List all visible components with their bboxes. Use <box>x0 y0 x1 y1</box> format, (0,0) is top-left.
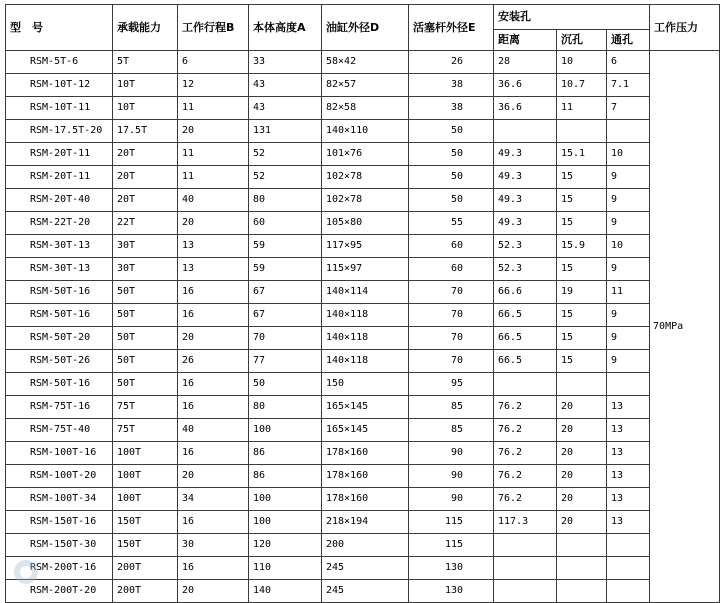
cell-model: RSM-22T-20 <box>6 212 113 235</box>
table-row <box>6 557 720 580</box>
cell-stroke: 16 <box>178 396 249 419</box>
cell-body-height: 60 <box>249 212 322 235</box>
cell-stroke: 11 <box>178 166 249 189</box>
cell-stroke: 30 <box>178 534 249 557</box>
cell-capacity: 200T <box>113 557 178 580</box>
cell-body-height: 80 <box>249 396 322 419</box>
header-cylinder-od: 油缸外径D <box>322 5 409 51</box>
header-pressure: 工作压力 <box>650 5 720 51</box>
cell-distance: 76.2 <box>494 488 557 511</box>
cell-rod-od: 70 <box>409 304 494 327</box>
cell-cylinder-od: 140×110 <box>322 120 409 143</box>
cell-counterbore <box>557 557 607 580</box>
cell-rod-od: 90 <box>409 488 494 511</box>
cell-distance: 52.3 <box>494 235 557 258</box>
cell-counterbore: 15 <box>557 189 607 212</box>
cell-distance: 76.2 <box>494 396 557 419</box>
cell-body-height: 43 <box>249 74 322 97</box>
header-model: 型 号 <box>6 5 113 51</box>
cell-cylinder-od: 165×145 <box>322 396 409 419</box>
cell-through-hole: 9 <box>607 304 650 327</box>
cell-body-height: 43 <box>249 97 322 120</box>
cell-body-height: 59 <box>249 235 322 258</box>
cell-cylinder-od: 115×97 <box>322 258 409 281</box>
cell-stroke: 40 <box>178 419 249 442</box>
header-mounting: 安装孔 <box>494 5 650 30</box>
cell-stroke: 34 <box>178 488 249 511</box>
cell-through-hole: 13 <box>607 511 650 534</box>
cell-body-height: 77 <box>249 350 322 373</box>
cell-stroke: 16 <box>178 557 249 580</box>
cell-stroke: 20 <box>178 120 249 143</box>
cell-rod-od: 70 <box>409 281 494 304</box>
cell-distance: 66.6 <box>494 281 557 304</box>
cell-cylinder-od: 245 <box>322 580 409 603</box>
cell-body-height: 67 <box>249 304 322 327</box>
cell-through-hole: 9 <box>607 189 650 212</box>
cell-counterbore: 15 <box>557 258 607 281</box>
cell-cylinder-od: 140×118 <box>322 327 409 350</box>
cell-rod-od: 70 <box>409 327 494 350</box>
cell-counterbore: 10.7 <box>557 74 607 97</box>
table-row <box>6 350 720 373</box>
cell-stroke: 40 <box>178 189 249 212</box>
header-stroke: 工作行程B <box>178 5 249 51</box>
cell-distance: 117.3 <box>494 511 557 534</box>
cell-capacity: 22T <box>113 212 178 235</box>
cell-capacity: 5T <box>113 51 178 74</box>
cell-stroke: 16 <box>178 511 249 534</box>
cell-stroke: 26 <box>178 350 249 373</box>
cell-distance <box>494 534 557 557</box>
cell-counterbore: 20 <box>557 442 607 465</box>
cell-rod-od: 38 <box>409 97 494 120</box>
cell-distance: 28 <box>494 51 557 74</box>
cell-capacity: 150T <box>113 534 178 557</box>
cell-through-hole <box>607 373 650 396</box>
cell-through-hole: 6 <box>607 51 650 74</box>
cell-counterbore: 11 <box>557 97 607 120</box>
cell-rod-od: 55 <box>409 212 494 235</box>
cell-counterbore: 20 <box>557 488 607 511</box>
cell-rod-od: 50 <box>409 189 494 212</box>
cell-through-hole: 13 <box>607 465 650 488</box>
cell-capacity: 50T <box>113 281 178 304</box>
table-row <box>6 488 720 511</box>
cell-capacity: 20T <box>113 166 178 189</box>
cell-model: RSM-50T-20 <box>6 327 113 350</box>
cell-cylinder-od: 117×95 <box>322 235 409 258</box>
cell-distance: 49.3 <box>494 189 557 212</box>
cell-capacity: 10T <box>113 74 178 97</box>
cell-model: RSM-50T-26 <box>6 350 113 373</box>
cell-stroke: 16 <box>178 442 249 465</box>
table-row <box>6 74 720 97</box>
table-row <box>6 97 720 120</box>
cell-through-hole: 13 <box>607 396 650 419</box>
cell-model: RSM-50T-16 <box>6 281 113 304</box>
cell-body-height: 80 <box>249 189 322 212</box>
cell-body-height: 120 <box>249 534 322 557</box>
cell-distance: 66.5 <box>494 304 557 327</box>
cell-capacity: 20T <box>113 189 178 212</box>
cell-capacity: 20T <box>113 143 178 166</box>
cell-capacity: 50T <box>113 373 178 396</box>
cell-through-hole: 9 <box>607 258 650 281</box>
cell-cylinder-od: 165×145 <box>322 419 409 442</box>
cell-distance: 76.2 <box>494 419 557 442</box>
cell-cylinder-od: 245 <box>322 557 409 580</box>
cell-counterbore: 20 <box>557 511 607 534</box>
cell-rod-od: 130 <box>409 580 494 603</box>
cell-rod-od: 115 <box>409 511 494 534</box>
cell-model: RSM-200T-20 <box>6 580 113 603</box>
cell-through-hole <box>607 120 650 143</box>
cell-counterbore: 15 <box>557 304 607 327</box>
cell-rod-od: 95 <box>409 373 494 396</box>
cell-stroke: 13 <box>178 235 249 258</box>
cell-distance <box>494 580 557 603</box>
cell-cylinder-od: 178×160 <box>322 465 409 488</box>
cell-through-hole <box>607 557 650 580</box>
table-row <box>6 419 720 442</box>
cell-cylinder-od: 178×160 <box>322 488 409 511</box>
cell-stroke: 11 <box>178 97 249 120</box>
cell-distance: 66.5 <box>494 327 557 350</box>
cell-model: RSM-75T-16 <box>6 396 113 419</box>
table-row <box>6 143 720 166</box>
cell-stroke: 13 <box>178 258 249 281</box>
cell-model: RSM-150T-16 <box>6 511 113 534</box>
cell-distance <box>494 557 557 580</box>
cell-rod-od: 70 <box>409 350 494 373</box>
table-row <box>6 189 720 212</box>
cell-model: RSM-20T-11 <box>6 143 113 166</box>
cell-through-hole: 9 <box>607 327 650 350</box>
cell-through-hole: 13 <box>607 419 650 442</box>
cell-stroke: 16 <box>178 373 249 396</box>
cell-rod-od: 85 <box>409 396 494 419</box>
cell-cylinder-od: 178×160 <box>322 442 409 465</box>
cell-model: RSM-100T-34 <box>6 488 113 511</box>
cell-rod-od: 60 <box>409 235 494 258</box>
cell-distance: 76.2 <box>494 442 557 465</box>
table-row <box>6 120 720 143</box>
cell-capacity: 100T <box>113 442 178 465</box>
cell-through-hole: 13 <box>607 442 650 465</box>
cell-cylinder-od: 82×58 <box>322 97 409 120</box>
table-row <box>6 580 720 603</box>
cell-rod-od: 90 <box>409 465 494 488</box>
cell-counterbore: 10 <box>557 51 607 74</box>
cell-stroke: 11 <box>178 143 249 166</box>
cell-model: RSM-20T-40 <box>6 189 113 212</box>
cell-counterbore <box>557 534 607 557</box>
cell-capacity: 10T <box>113 97 178 120</box>
cell-counterbore: 15 <box>557 212 607 235</box>
cell-capacity: 75T <box>113 419 178 442</box>
cell-model: RSM-50T-16 <box>6 373 113 396</box>
cell-counterbore: 20 <box>557 465 607 488</box>
cell-body-height: 59 <box>249 258 322 281</box>
cell-capacity: 200T <box>113 580 178 603</box>
cell-model: RSM-10T-12 <box>6 74 113 97</box>
table-row <box>6 258 720 281</box>
cell-cylinder-od: 58×42 <box>322 51 409 74</box>
cell-capacity: 30T <box>113 258 178 281</box>
cell-model: RSM-150T-30 <box>6 534 113 557</box>
cell-through-hole: 9 <box>607 166 650 189</box>
cell-rod-od: 85 <box>409 419 494 442</box>
cell-body-height: 86 <box>249 442 322 465</box>
cell-model: RSM-30T-13 <box>6 258 113 281</box>
table-row <box>6 327 720 350</box>
cell-model: RSM-75T-40 <box>6 419 113 442</box>
cell-counterbore: 15 <box>557 350 607 373</box>
cell-stroke: 20 <box>178 465 249 488</box>
header-row <box>6 5 720 30</box>
cell-through-hole: 7.1 <box>607 74 650 97</box>
cell-rod-od: 90 <box>409 442 494 465</box>
cell-model: RSM-200T-16 <box>6 557 113 580</box>
cell-distance: 49.3 <box>494 212 557 235</box>
table-row <box>6 534 720 557</box>
cell-capacity: 100T <box>113 465 178 488</box>
cell-capacity: 30T <box>113 235 178 258</box>
cell-through-hole: 10 <box>607 143 650 166</box>
spec-table <box>5 4 720 603</box>
table-row <box>6 465 720 488</box>
cell-rod-od: 50 <box>409 120 494 143</box>
cell-body-height: 86 <box>249 465 322 488</box>
cell-body-height: 100 <box>249 488 322 511</box>
cell-distance: 76.2 <box>494 465 557 488</box>
table-row <box>6 511 720 534</box>
cell-counterbore: 15.9 <box>557 235 607 258</box>
cell-model: RSM-17.5T-20 <box>6 120 113 143</box>
cell-cylinder-od: 102×78 <box>322 166 409 189</box>
cell-model: RSM-20T-11 <box>6 166 113 189</box>
table-row <box>6 166 720 189</box>
cell-distance: 49.3 <box>494 143 557 166</box>
cell-counterbore: 15 <box>557 166 607 189</box>
cell-distance: 49.3 <box>494 166 557 189</box>
cell-body-height: 140 <box>249 580 322 603</box>
cell-capacity: 75T <box>113 396 178 419</box>
cell-body-height: 100 <box>249 511 322 534</box>
cell-rod-od: 50 <box>409 143 494 166</box>
cell-through-hole <box>607 534 650 557</box>
cell-cylinder-od: 200 <box>322 534 409 557</box>
cell-cylinder-od: 105×80 <box>322 212 409 235</box>
cell-cylinder-od: 102×78 <box>322 189 409 212</box>
cell-model: RSM-10T-11 <box>6 97 113 120</box>
cell-through-hole: 11 <box>607 281 650 304</box>
cell-body-height: 110 <box>249 557 322 580</box>
cell-counterbore: 20 <box>557 419 607 442</box>
cell-counterbore: 15.1 <box>557 143 607 166</box>
cell-capacity: 100T <box>113 488 178 511</box>
cell-capacity: 17.5T <box>113 120 178 143</box>
cell-counterbore: 20 <box>557 396 607 419</box>
table-row <box>6 281 720 304</box>
cell-body-height: 67 <box>249 281 322 304</box>
cell-counterbore <box>557 580 607 603</box>
cell-body-height: 131 <box>249 120 322 143</box>
table-row <box>6 51 720 74</box>
cell-distance: 66.5 <box>494 350 557 373</box>
cell-counterbore: 19 <box>557 281 607 304</box>
cell-capacity: 150T <box>113 511 178 534</box>
cell-body-height: 52 <box>249 166 322 189</box>
header-counterbore: 沉孔 <box>557 30 607 51</box>
cell-rod-od: 60 <box>409 258 494 281</box>
table-body <box>6 51 720 603</box>
table-row <box>6 373 720 396</box>
cell-rod-od: 130 <box>409 557 494 580</box>
cell-model: RSM-50T-16 <box>6 304 113 327</box>
cell-body-height: 50 <box>249 373 322 396</box>
cell-cylinder-od: 82×57 <box>322 74 409 97</box>
cell-distance: 52.3 <box>494 258 557 281</box>
cell-model: RSM-100T-20 <box>6 465 113 488</box>
cell-stroke: 20 <box>178 327 249 350</box>
cell-distance <box>494 120 557 143</box>
cell-capacity: 50T <box>113 350 178 373</box>
cell-capacity: 50T <box>113 304 178 327</box>
cell-cylinder-od: 150 <box>322 373 409 396</box>
cell-counterbore <box>557 373 607 396</box>
table-row <box>6 442 720 465</box>
cell-stroke: 6 <box>178 51 249 74</box>
cell-through-hole: 9 <box>607 350 650 373</box>
cell-capacity: 50T <box>113 327 178 350</box>
cell-model: RSM-100T-16 <box>6 442 113 465</box>
table-row <box>6 396 720 419</box>
cell-counterbore: 15 <box>557 327 607 350</box>
header-capacity: 承载能力 <box>113 5 178 51</box>
cell-body-height: 70 <box>249 327 322 350</box>
cell-through-hole <box>607 580 650 603</box>
cell-rod-od: 115 <box>409 534 494 557</box>
cell-stroke: 12 <box>178 74 249 97</box>
cell-counterbore <box>557 120 607 143</box>
cell-rod-od: 50 <box>409 166 494 189</box>
header-distance: 距离 <box>494 30 557 51</box>
cell-through-hole: 10 <box>607 235 650 258</box>
cell-stroke: 16 <box>178 304 249 327</box>
cell-through-hole: 9 <box>607 212 650 235</box>
cell-body-height: 33 <box>249 51 322 74</box>
cell-model: RSM-5T-6 <box>6 51 113 74</box>
header-rod-od: 活塞杆外径E <box>409 5 494 51</box>
header-body-height: 本体高度A <box>249 5 322 51</box>
table-row <box>6 235 720 258</box>
cell-cylinder-od: 140×118 <box>322 350 409 373</box>
cell-distance: 36.6 <box>494 74 557 97</box>
cell-cylinder-od: 218×194 <box>322 511 409 534</box>
cell-stroke: 20 <box>178 212 249 235</box>
cell-distance <box>494 373 557 396</box>
cell-body-height: 100 <box>249 419 322 442</box>
table-row <box>6 304 720 327</box>
cell-model: RSM-30T-13 <box>6 235 113 258</box>
cell-rod-od: 38 <box>409 74 494 97</box>
cell-cylinder-od: 140×114 <box>322 281 409 304</box>
cell-rod-od: 26 <box>409 51 494 74</box>
cell-through-hole: 13 <box>607 488 650 511</box>
cell-body-height: 52 <box>249 143 322 166</box>
header-through-hole: 通孔 <box>607 30 650 51</box>
cell-stroke: 16 <box>178 281 249 304</box>
cell-through-hole: 7 <box>607 97 650 120</box>
cell-cylinder-od: 140×118 <box>322 304 409 327</box>
cell-cylinder-od: 101×76 <box>322 143 409 166</box>
cell-pressure: 70MPa <box>650 51 720 603</box>
cell-distance: 36.6 <box>494 97 557 120</box>
cell-stroke: 20 <box>178 580 249 603</box>
table-row <box>6 212 720 235</box>
